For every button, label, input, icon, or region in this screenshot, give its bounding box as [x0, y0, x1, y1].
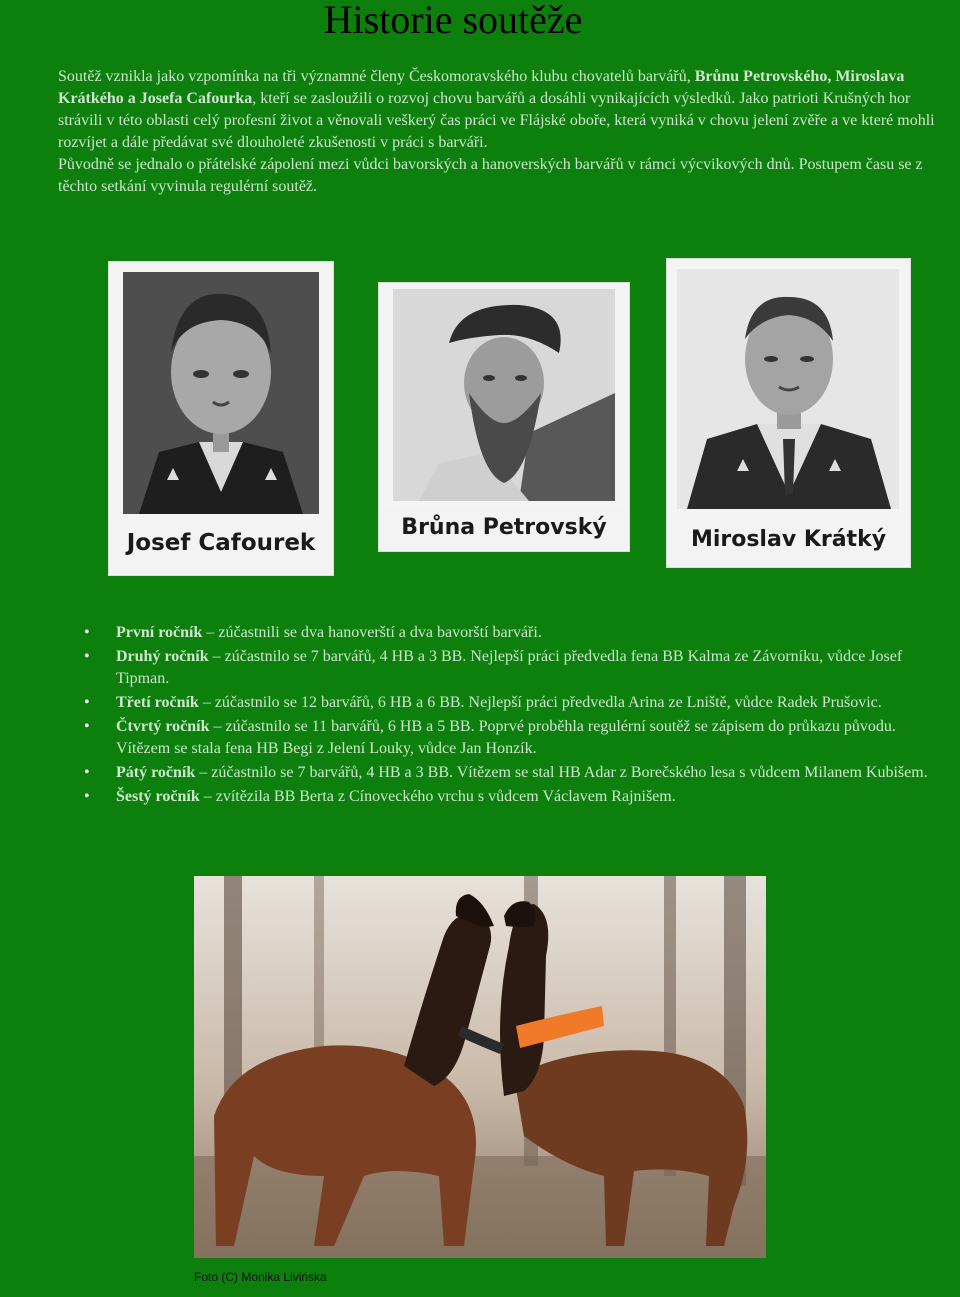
bullet-dot-icon: •	[84, 624, 90, 641]
portrait-photo	[109, 262, 333, 522]
list-item	[80, 786, 940, 808]
list-item	[80, 762, 940, 784]
year-label: Druhý ročník	[116, 648, 209, 665]
photo-credit: Foto (C) Monika Livińska	[194, 1270, 327, 1284]
bullet-dot-icon: •	[84, 648, 90, 665]
intro-paragraph-1: Soutěž vznikla jako vzpomínka na tři významné členy Českomoravského klubu chovatelů barvářů, Brůnu Petrovského, Miroslava Krátkého a Josefa Cafourka, kteří se zasloužili o rozvoj chovu barvářů a dosáhli vynikajících výsledků. Jako patrioti Krušných hor strávili v této oblasti celý profesní život a věnovali veškerý čas práci ve Flájské oboře, která vyniká v chovu jelení zvěře a ve které mohli rozvíjet a dále předávat své dlouholeté zkušenosti v práci s barváři.	[58, 68, 935, 151]
year-label: První ročník	[116, 624, 203, 641]
portrait-photo	[667, 259, 910, 519]
list-item	[80, 622, 940, 644]
founders-names: Brůnu Petrovského, Miroslava Krátkého a Josefa Cafourka	[58, 68, 905, 107]
list-item	[80, 692, 940, 714]
year-text: – zúčastnilo se 11 barvářů, 6 HB a 5 BB. Poprvé proběhla regulérní soutěž se zápisem do průkazu původu. Vítězem se stala fena HB Begi z Jelení Louky, vůdce Jan Honzík.	[116, 718, 896, 757]
portrait-caption: Josef Cafourek	[126, 530, 316, 556]
year-text: – zúčastnilo se 7 barvářů, 4 HB a 3 BB. Nejlepší práci předvedla fena BB Kalma ze Závorníku, vůdce Josef Tipman.	[116, 648, 903, 687]
dogs-photo-illustration	[194, 876, 766, 1258]
year-label: Třetí ročník	[116, 694, 199, 711]
bullet-dot-icon: •	[84, 694, 90, 711]
bullet-dot-icon: •	[84, 764, 90, 781]
portrait-caption: Brůna Petrovský	[401, 515, 607, 540]
year-text: – zúčastnilo se 12 barvářů, 6 HB a 6 BB. Nejlepší práci předvedla Arina ze Lniště, vůdce Radek Prušovic.	[198, 694, 882, 711]
portrait-bruna-petrovsky	[378, 282, 630, 552]
competition-years-list	[80, 622, 940, 810]
intro-paragraph-2: Původně se jednalo o přátelské zápolení mezi vůdci bavorských a hanoverských barvářů v rámci výcvikových dnů. Postupem času se z těchto setkání vyvinula regulérní soutěž.	[58, 156, 923, 195]
list-item	[80, 716, 940, 760]
list-item	[80, 646, 940, 690]
year-label: Šestý ročník	[116, 788, 200, 805]
year-text: – zúčastnilo se 7 barvářů, 4 HB a 3 BB. Vítězem se stal HB Adar z Borečského lesa s vůdcem Milanem Kubišem.	[195, 764, 928, 781]
page-title: Historie soutěže	[323, 0, 583, 42]
bullet-dot-icon: •	[84, 718, 90, 735]
portrait-caption: Miroslav Krátký	[690, 527, 887, 552]
portrait-photo	[379, 283, 629, 508]
portrait-miroslav-kratky	[666, 258, 911, 568]
bullet-dot-icon: •	[84, 788, 90, 805]
portrait-josef-cafourek	[108, 261, 334, 576]
year-text: – zúčastnili se dva hanoverští a dva bavorští barváři.	[202, 624, 542, 641]
dogs-photo	[194, 876, 766, 1258]
year-label: Pátý ročník	[116, 764, 196, 781]
year-text: – zvítězila BB Berta z Cínoveckého vrchu s vůdcem Václavem Rajnišem.	[199, 788, 676, 805]
year-label: Čtvrtý ročník	[116, 718, 210, 735]
intro-text	[58, 66, 950, 198]
